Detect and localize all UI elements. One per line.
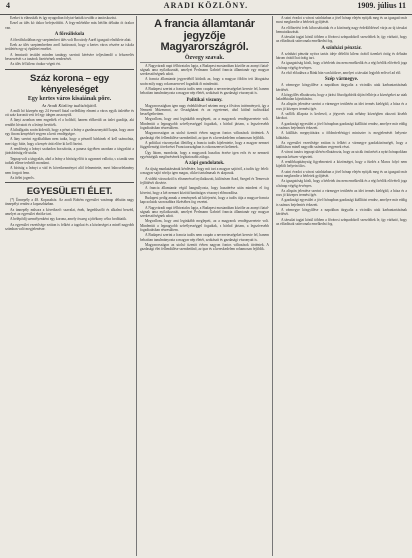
- article-paragraph: Az alispán jelentése szerint a vármegye területén az idei termés kielégítő, a búza és a rozs jó közepes termést ígér.: [276, 102, 407, 111]
- column-3: [276, 16, 407, 556]
- article-paragraph: A vidéki városokról is elismeréssel nyilatkozott, különösen Arad, Szeged és Temesvár fejlődését dicsérte.: [140, 176, 269, 186]
- article-paragraph: Ezzel az ülés kö tízkor befejeződött. A fegy-mlétekbe más hétfőn délután öt órakor van.: [5, 21, 134, 30]
- article-paragraph: A Budapest szerint a francia tudós nem csupán a nevezetességeket kereste fel, hanem behatóan tanulmányozta a magyar nép életét, szokásait és gazdasági viszonyait is.: [140, 233, 269, 242]
- main-headline: A francia államtanár jegyzője Magyarországról.: [154, 18, 255, 53]
- article-paragraph: A szini évadot a városi színházban a jövő hónap elején nyitják meg és az igazgató már most megkezdte a bérletek gyűjtését.: [276, 16, 407, 25]
- article-paragraph: A társulat tagjai közül többen a fővárosi színpadokról szerződtek le, így várható, hogy az előadások színvonala emelkedni fog.: [276, 35, 407, 44]
- article-paragraph: A bíróság a leányt a vád és következményei alól felmentette, mert bűncselekmény nem forgott fenn.: [5, 166, 134, 175]
- article-paragraph: A belépődíj személyenként egy korona, amely összeg a jótékony célra fordíttatik.: [10, 217, 127, 222]
- article-paragraph: A fenntartó testület minden tantárgy szerinti kérésére teljesítendő a felszerelés beszerzését s a tanárok fizetésének rendezését.: [5, 52, 134, 62]
- article-paragraph: Az alispán jelentése szerint a vármegye területén az idei termés kielégítő, a búza és a rozs jó közepes termést ígér.: [276, 188, 407, 198]
- article-paragraph: Megvallom, hogy ami leginkább meglepett, az a magyarok vendégszeretete volt. Mindenütt a legnagyobb szívélyességgel fogadtak, s bárhol jártam, a legszívesebb fogadtatásban részesültem.: [140, 117, 269, 131]
- article-paragraph: A Nagyváradi napi félhivatalos lapja, a Budapest mostanában közölte az aranyi fiatal-ságnak ama nyilatkozatát, amelyet Perlmann Gabriel francia államtanár egy magyar szerkesztőségnek adott.: [140, 63, 269, 77]
- article-paragraph: A francia államtanár végül hangsúlyozta, hogy hazatérése után mindent el fog követni, hogy a két nemzet közötti barátságos viszonyt előmozdítsa.: [140, 186, 269, 195]
- article-paragraph: A közgyűlés elhatározta, hogy a járási főszolgabírók útján felhívja a községeket az utak haladéktalan kijavítására.: [276, 92, 407, 102]
- main-deck: Özvegy szavak.: [184, 54, 225, 61]
- article-paragraph: Megvallom, hogy ami leginkább meglepett, az a magyarok vendégszeretete volt. Mindenütt a legnagyobb szívélyességgel fogadtak, s bárhol jártam, a legszívesebb fogadtatásban részesültem.: [140, 219, 269, 232]
- article-paragraph: Tegnap volt a tárgyalás, ahol a leány a bíróság előtt is ugyanezt vallotta, s a tanúk sem tudtak ellene terhelőt mondani.: [5, 156, 134, 165]
- article-paragraph: Az újság munkatársának kérdésére, hogy mit tart a magyar sajtóról, a tudós így felelt: a magyar sajtó nívója igen magas, cikkei tartalmasak és alaposak.: [140, 167, 269, 176]
- article-paragraph: (*) Ünnepély a 48. Kopaszház. Az aradi Bohém egyesület vasárnap délután nagy ünnepélyt rendez a kopaszházban.: [5, 198, 134, 207]
- article-paragraph: Budapest pedig annak a reménynek ad kifejezést, hogy a tudós útja a magyar-francia kapcsolatok szorosabbra fűzéséhez fog vezetni.: [140, 195, 269, 205]
- divider: [5, 69, 134, 70]
- article-paragraph: Az igazgatóság közli, hogy a bérletek ára nem emelkedik és a régi bérlők elővételi joga a hónap végéig érvényes.: [276, 179, 407, 188]
- article-paragraph: Magyarországon az utolsó tizenöt évben nagyon fontos változások történtek. A gazdasági élet fellendülése szembetűnő, az ipar és a kereskedelem rohamosan fejlődik.: [140, 131, 269, 140]
- article-paragraph: Ezeket is elárusíták és így nyugodtan folytat-hatták tovább a tanácskozást.: [10, 16, 117, 20]
- article-paragraph: A társulat tagjai közül többen a fővárosi színpadokról szerződtek le, így várható, hogy az előadások színvonala emelkedni fog.: [276, 217, 407, 226]
- article-paragraph: Az ítélet jogerős.: [10, 175, 35, 180]
- column-2: [140, 16, 269, 556]
- section-heading: Politikai viszony.: [186, 97, 223, 103]
- page-header: [0, 0, 412, 15]
- article-paragraph: A lányt azonban nem engedték el a boltból, hanem előkerült az üzlet gazdája, aki rendőrt hívatott és a leányt bevitték.: [5, 118, 134, 127]
- article-paragraph: A városi tanács tegnapi ülésén elhatározta, hogy az utcák öntözését a nyári hónapokban naponta kétszer végezteti.: [276, 150, 407, 159]
- article-paragraph: A szini évadot a városi színházban a jövő hónap elején nyitják meg és az igazgató már most megkezdte a bérletek gyűjtését.: [276, 169, 407, 178]
- divider: [140, 62, 269, 63]
- article-paragraph: A színházi pénztár nyitva tartás ideje délelőtt kilenc órától tizenkét óráig és délután három órától hat óráig tart.: [276, 51, 407, 61]
- article-paragraph: Az ülés fél kilenc órakor végett ért.: [10, 62, 61, 67]
- article-paragraph: A kiállítás megnyitására a földmívelésügyi miniszter is megjelenését helyezte kilátásba.: [276, 131, 407, 140]
- article-paragraph: Az ünnepély műsora a következő: szavalat, ének, hegedűszóló és alkalmi beszéd, amelyet az egyesület elnöke tart.: [5, 207, 134, 217]
- article-paragraph: Az egyesület vezetősége ezúton is felkéri a vármegye gazdaközönségét, hogy a kiállításon minél nagyobb számban vegyenek részt.: [276, 140, 407, 150]
- article-paragraph: A rendőrség a leányt szabadon bocsátotta, a panasz ügyében azonban a tárgyalást a járásbíróság elé utalta.: [5, 147, 134, 156]
- article-paragraph: A gazdasági egyesület a jövő hónapban gazdasági kiállítást rendez, amelyre már eddig is számos bejelentés érkezett.: [276, 198, 407, 207]
- article-paragraph: A vármegye közgyűlése a napokban tárgyalta a vicinális utak karbantartásának kérdését.: [276, 207, 407, 217]
- section-heading: Szép vármegye.: [324, 77, 359, 83]
- section-heading: A zápi gondolatok.: [184, 161, 225, 167]
- column-1: [5, 16, 134, 556]
- article-paragraph: A francia államtanár jegyzetéből kitűnik az, hogy a magyar földön tett látogatása során mily nagy rokonszenvvel fogadták őt mindenütt.: [140, 77, 269, 86]
- article-paragraph: A kihallgatás során kiderült, hogy a pénzt a leány a gazdasszonyától kapta, hogy azon egy finom kenyérkét vegyen a kerti vendégségre.: [5, 127, 134, 137]
- article-paragraph: Az első előadásra a Bánk bán van kitűzve, amelyet a társulat legjobb erőivel ad elő.: [281, 70, 402, 75]
- section-heading: A főreáliskola: [54, 31, 85, 37]
- article-paragraph: Az igazgatóság közli, hogy a bérletek ára nem emelkedik és a régi bérlők elővételi joga a hónap végéig érvényes.: [276, 61, 407, 70]
- article-paragraph: A politikai viszonyokat illetőleg a francia tudós kijelentette, hogy a magyar nemzet függetlenségi törekvései Franciaországban is rokonszenvet keltenek.: [140, 140, 269, 150]
- story-headline: Száz korona – egy kėnyeleséget: [30, 72, 109, 95]
- divider: [5, 182, 134, 183]
- article-paragraph: Magyarországban igen nagy érdeklődéssel néztem meg a főváros intézményeit, így a Nemzeti Múzeumot, az Országházat és az egyetemet, ahol kitűnő tudósokkal beszélgethettem.: [140, 103, 269, 117]
- article-paragraph: Az egyesület vezetősége ezúton is felkéri a tagokat és a közönséget a minél nagyobb számban való megjelenésre.: [5, 222, 134, 231]
- page-number: 4: [6, 1, 10, 10]
- article-paragraph: A vármegye közgyűlése a napokban tárgyalta a vicinális utak karbantartásának kérdését.: [276, 83, 407, 92]
- notice-headline: EGYESÜLETI ÉLET.: [26, 186, 113, 198]
- article-paragraph: Ezek az ülés szeptemberben arról határozott, hogy a kertes város részére az iskola területén egy uj épületet emeltet.: [5, 43, 134, 52]
- article-paragraph: A rendőrkapitányság figyelmezteti a közönséget, hogy a fürdés a Maros folyó nem kijelölt helyein tilos.: [276, 160, 407, 169]
- story-deck: Egy kertes város kisaiának pőre.: [27, 95, 112, 102]
- newspaper-title: ARADI KÖZLÖNY.: [163, 1, 249, 10]
- article-paragraph: A gazdasági egyesület a jövő hónapban gazdasági kiállítást rendez, amelyre már eddig is számos bejelentés érkezett.: [276, 121, 407, 130]
- article-paragraph: Úgy látom, mondotta, hogy a magyarok hazafias érzése igen erős és ez nemzeti egyéniségük megőrzésének legbiztosabb záloga.: [140, 150, 269, 159]
- article-paragraph: A múlt hó közepén egy 24 évesnél fiatal cselédlány elment a város egyik üzletébe és ott száz koronát vett fel egy idegen asszonytól.: [5, 108, 134, 117]
- article-paragraph: A szőlők állapota is kedvező, a jégverés csak néhány községben okozott kisebb károkat.: [276, 112, 407, 121]
- article-paragraph: A főreáliskolában egy szeptemberi ülés volt Bocsárdy Aurél igazgató elnöklete alatt.: [10, 37, 132, 42]
- article-paragraph: A lány szerint egyáltalában nem tudta, hogy a pénzről bárkinek el kell számolnia, mert úgy hitte, hogy a kenyér árát előre ki kell fizetni.: [5, 137, 134, 146]
- issue-date: 1909. július 11: [357, 1, 406, 10]
- column-divider: [136, 16, 137, 556]
- article-paragraph: Magyarországon az utolsó tizenöt évben nagyon fontos változások történtek. A gazdasági élet fellendülése szembetűnő, az ipar és a kereskedelem rohamosan fejlődik.: [140, 242, 269, 252]
- article-paragraph: Az előfizetési ívek kibocsáttattak és a közönség nagy érdeklődéssel várja az új társulat bemutatkozását.: [276, 25, 407, 34]
- column-divider: [272, 16, 273, 556]
- story-byline: Az Aradi Közlöny tudósítójától.: [41, 102, 98, 108]
- section-heading: A színházi pénztár.: [321, 45, 362, 51]
- article-paragraph: A Budapest szerint a francia tudós nem csupán a nevezetességeket kereste fel, hanem behatóan tanulmányozta a magyar nép életét, szokásait és gazdasági viszonyait is.: [140, 86, 269, 96]
- article-paragraph: A Nagyváradi napi félhivatalos lapja, a Budapest mostanában közölte az aranyi fiatal-ságnak ama nyilatkozatát, amelyet Perlmann Gabriel francia államtanár egy magyar szerkesztőségnek adott.: [140, 205, 269, 219]
